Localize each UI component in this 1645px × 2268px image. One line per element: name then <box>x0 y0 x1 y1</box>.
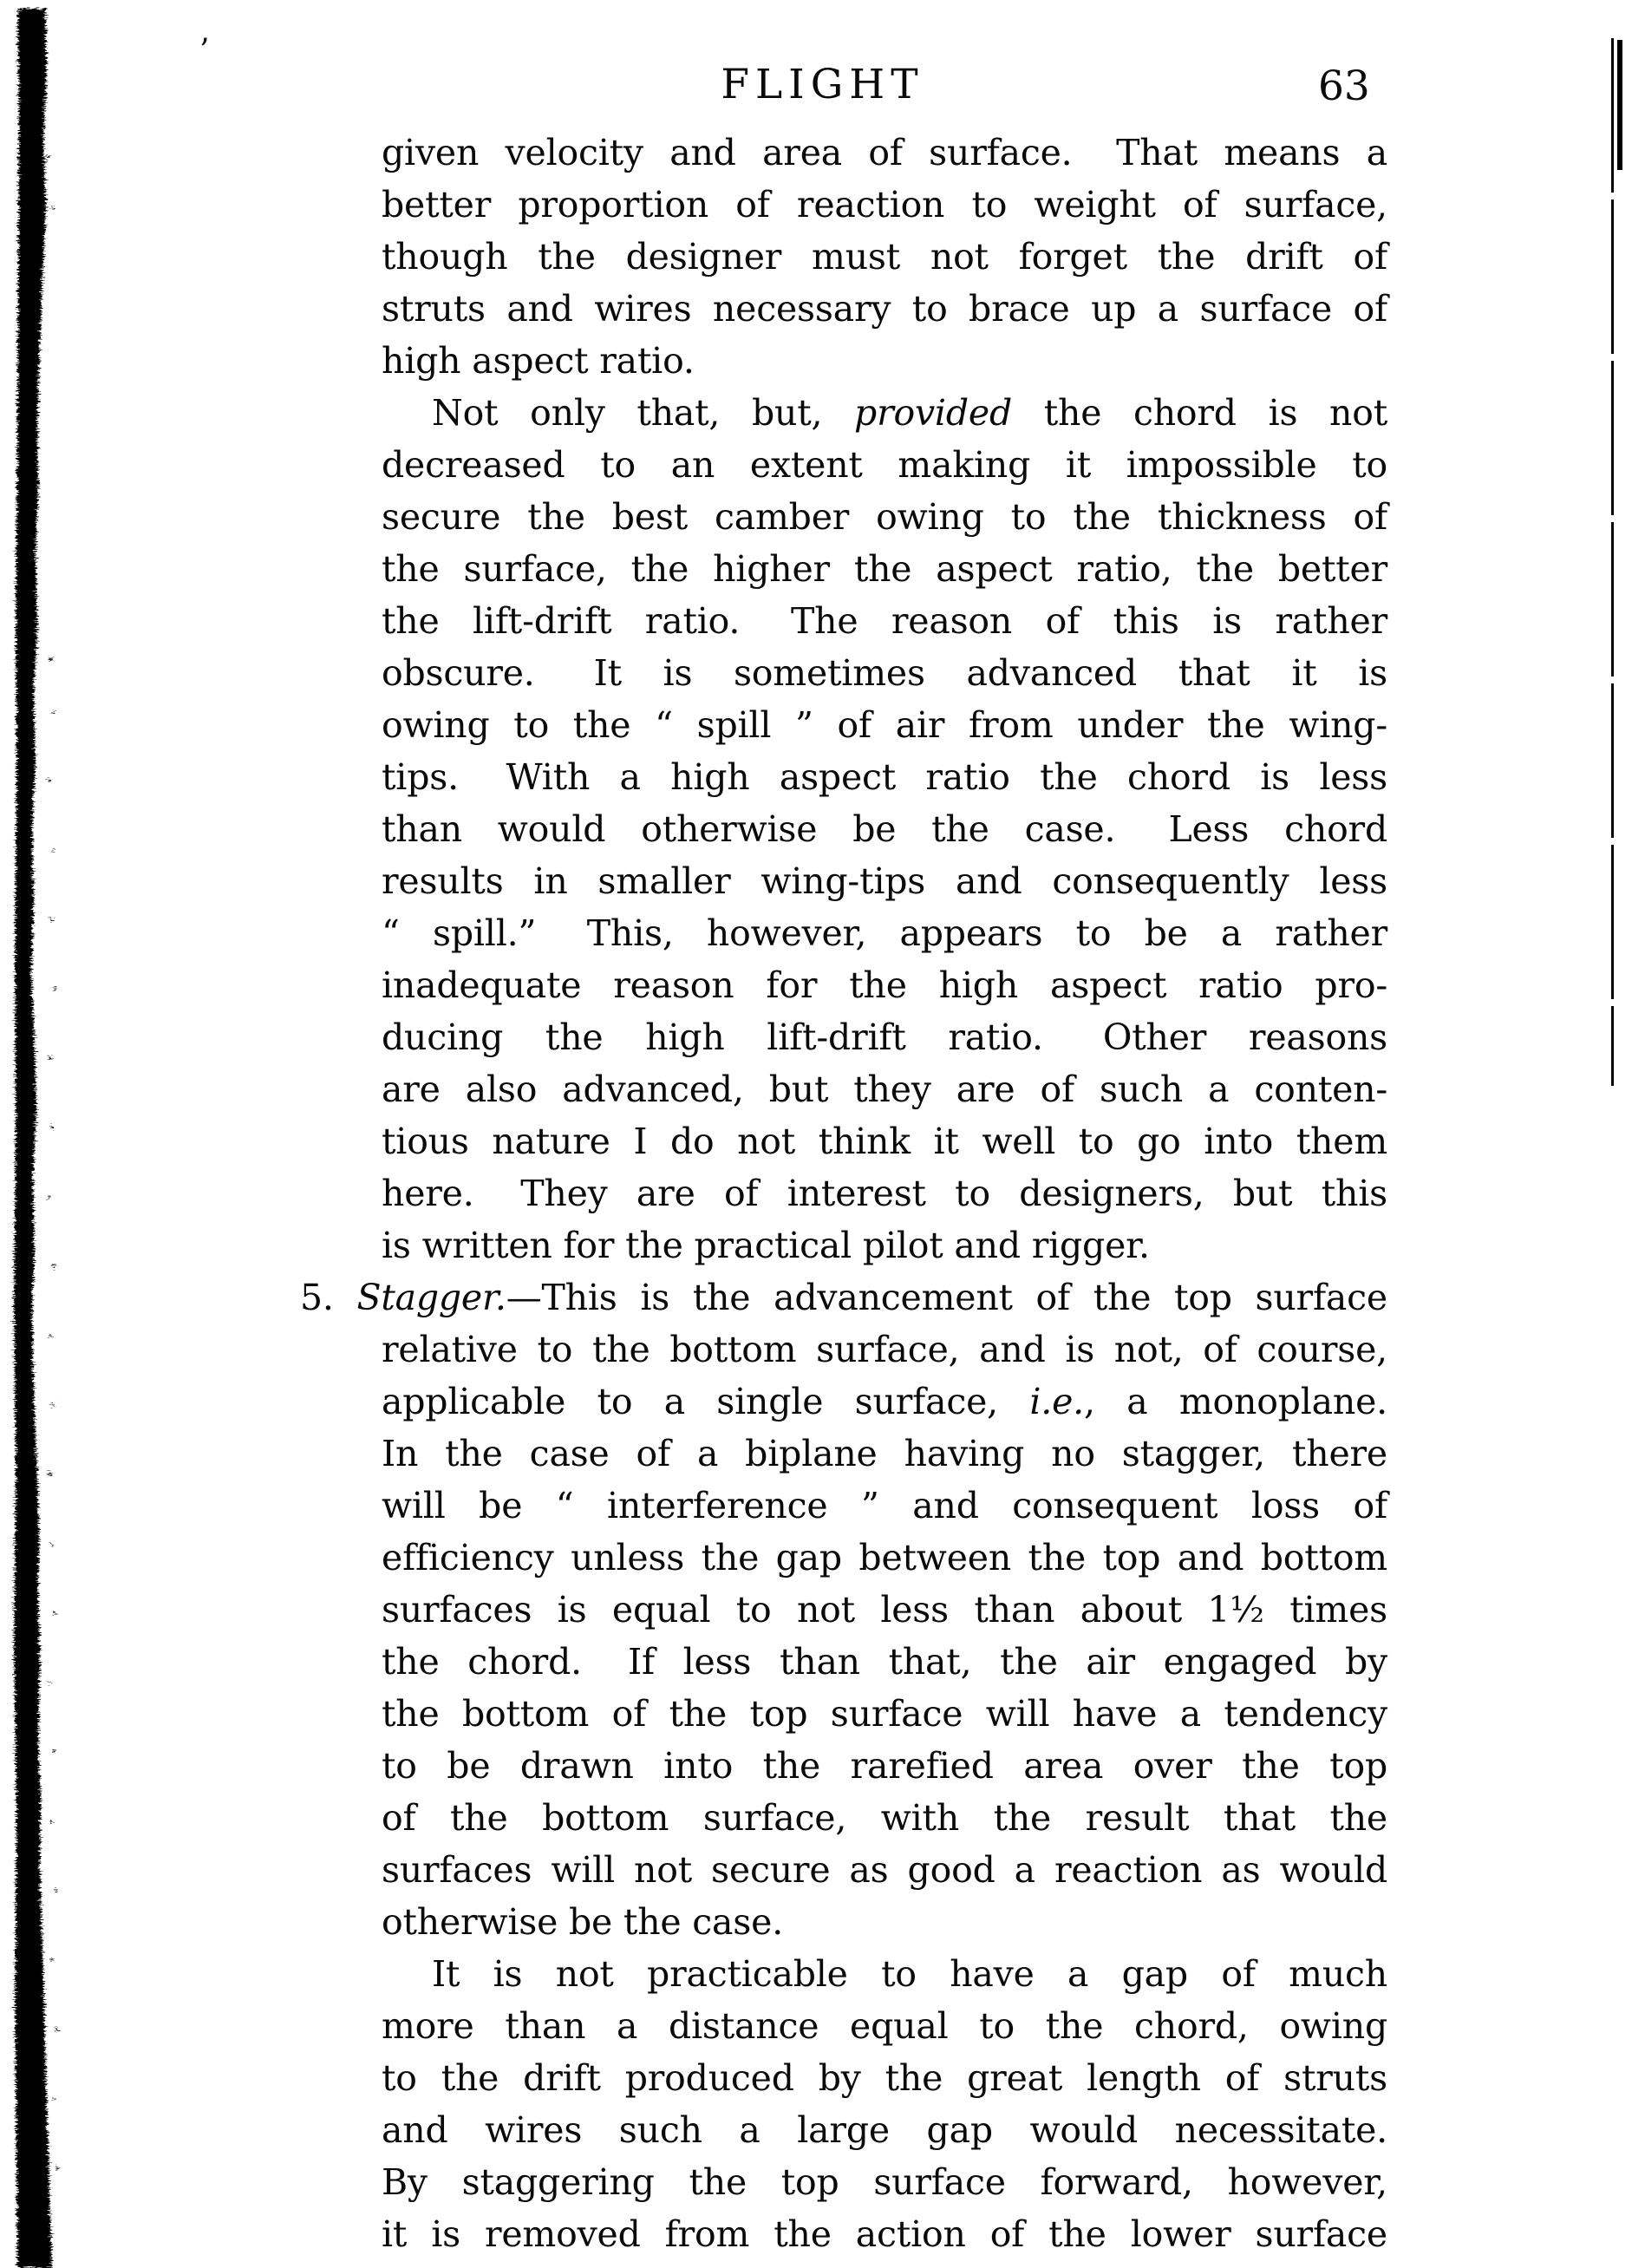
text-line: will be “ interference ” and consequent loss of <box>382 1485 1387 1526</box>
text-line: efficiency unless the gap between the top and bottom <box>382 1537 1387 1578</box>
page-edge-line <box>1611 38 1614 1086</box>
text-line: the chord. If less than that, the air engaged by <box>382 1641 1387 1683</box>
text-line: tious nature I do not think it well to go into them <box>382 1121 1387 1162</box>
binding-shadow-band <box>0 0 78 2268</box>
text-line: high aspect ratio. <box>382 340 695 382</box>
text-line: Not only that, but, provided the chord is not <box>432 392 1387 434</box>
text-line: 5. Stagger.—This is the advancement of the top surface <box>300 1277 1387 1318</box>
text-line: surfaces is equal to not less than about 1½ times <box>382 1589 1387 1631</box>
text-line: In the case of a biplane having no stagger, there <box>382 1433 1387 1474</box>
text-line: tips. With a high aspect ratio the chord is less <box>382 756 1387 798</box>
text-line: here. They are of interest to designers, but this <box>382 1173 1387 1214</box>
text-line: of the bottom surface, with the result that the <box>382 1797 1387 1839</box>
text-line: surfaces will not secure as good a reaction as would <box>382 1849 1387 1891</box>
text-line: obscure. It is sometimes advanced that it is <box>382 652 1387 694</box>
paragraph <box>300 1271 1387 1948</box>
text-line: to the drift produced by the great length of struts <box>382 2057 1387 2099</box>
text-line: to be drawn into the rarefied area over the top <box>382 1745 1387 1787</box>
text-line: are also advanced, but they are of such a conten- <box>382 1069 1387 1110</box>
text-line: though the designer must not forget the drift of <box>382 236 1387 278</box>
text-line: given velocity and area of surface. That means a <box>382 132 1387 173</box>
running-header-title: FLIGHT <box>721 61 924 108</box>
text-line: applicable to a single surface, i.e., a monoplane. <box>382 1381 1387 1422</box>
text-line: inadequate reason for the high aspect ratio pro- <box>382 964 1387 1006</box>
text-line: ducing the high lift-drift ratio. Other reasons <box>382 1016 1387 1058</box>
text-line: better proportion of reaction to weight of surface, <box>382 184 1387 225</box>
paragraph <box>382 387 1387 1271</box>
paragraph <box>382 1948 1387 2260</box>
text-line: “ spill.” This, however, appears to be a rather <box>382 912 1387 954</box>
text-line: the surface, the higher the aspect ratio, the better <box>382 548 1387 590</box>
body-text <box>300 127 1387 2260</box>
stray-ink-mark: ’ <box>199 33 210 69</box>
text-line: otherwise be the case. <box>382 1901 784 1943</box>
page-number: 63 <box>1318 62 1370 110</box>
text-line: owing to the “ spill ” of air from under the wing- <box>382 704 1387 746</box>
text-line: is written for the practical pilot and rigger. <box>382 1225 1150 1266</box>
text-line: results in smaller wing-tips and consequently less <box>382 860 1387 902</box>
text-line: more than a distance equal to the chord, owing <box>382 2005 1387 2047</box>
paragraph <box>382 127 1387 387</box>
text-line: it is removed from the action of the lower surface <box>382 2213 1387 2255</box>
text-line: decreased to an extent making it impossible to <box>382 444 1387 486</box>
text-line: the lift-drift ratio. The reason of this is rather <box>382 600 1387 642</box>
text-line: and wires such a large gap would necessitate. <box>382 2109 1387 2151</box>
text-line: the bottom of the top surface will have a tendency <box>382 1693 1387 1735</box>
text-line: It is not practicable to have a gap of much <box>432 1953 1387 1995</box>
text-line: secure the best camber owing to the thickness of <box>382 496 1387 538</box>
text-line: struts and wires necessary to brace up a surface of <box>382 288 1387 330</box>
text-line: relative to the bottom surface, and is not, of course, <box>382 1329 1387 1370</box>
text-line: than would otherwise be the case. Less chord <box>382 808 1387 850</box>
text-line: By staggering the top surface forward, however, <box>382 2161 1387 2203</box>
